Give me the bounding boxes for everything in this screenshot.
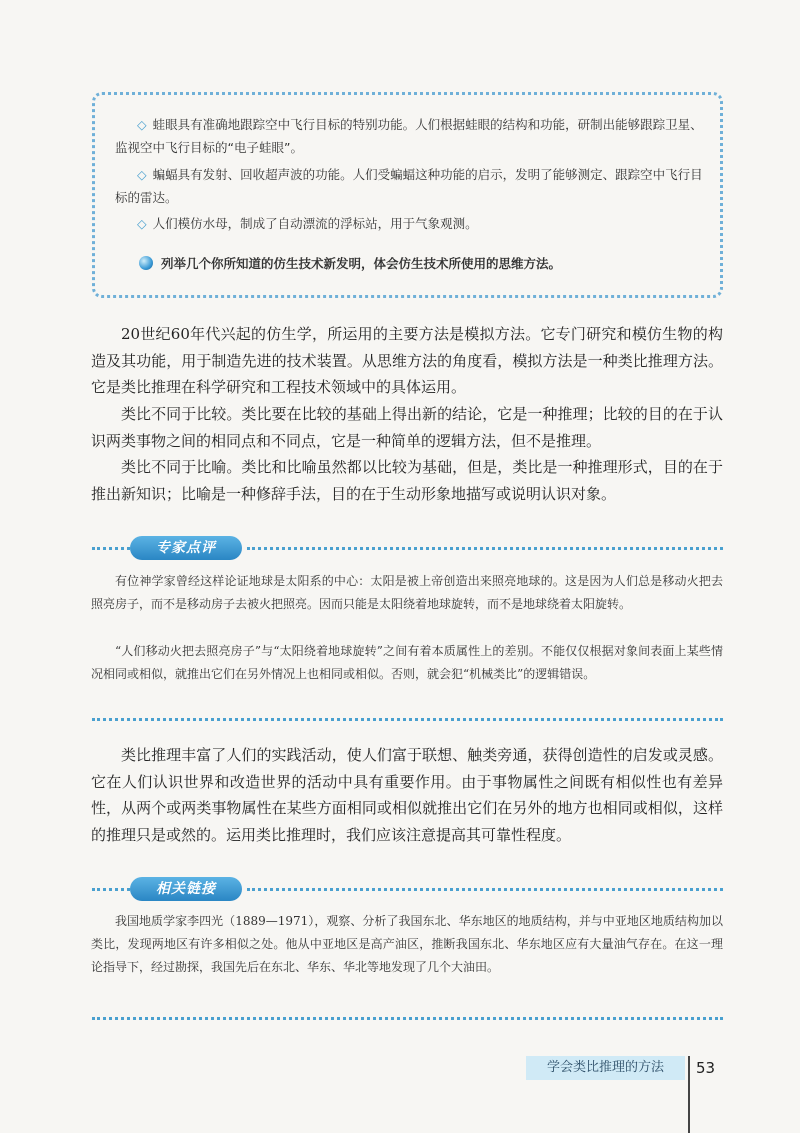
bionics-example-box [92, 92, 723, 298]
divider [92, 718, 723, 721]
box-item: ◇ 人们模仿水母，制成了自动漂流的浮标站，用于气象观测。 [137, 216, 478, 231]
divider [247, 888, 723, 891]
related-link-paragraph: 我国地质学家李四光（1889—1971），观察、分析了我国东北、华东地区的地质结构，并与中亚地区地质结构加以类比，发现两地区有许多相似之处。他从中亚地区是高产油区，推断我国东北、华东地区应有大量油气存在。在这一理论指导下，经过勘探，我国先后在东北、华东、华北等地发现了几个大油田。 [91, 914, 723, 974]
chapter-footer-label: 学会类比推理的方法 [526, 1056, 685, 1080]
section-title: 专家点评 [130, 536, 242, 560]
section-title: 相关链接 [130, 877, 242, 901]
box-item: ◇ 蛙眼具有准确地跟踪空中飞行目标的特别功能。人们根据蛙眼的结构和功能，研制出能够跟踪卫星、监视空中飞行目标的“电子蛙眼”。 [115, 117, 703, 155]
expert-paragraph: “人们移动火把去照亮房子”与“太阳绕着地球旋转”之间有着本质属性上的差别。不能仅仅根据对象间表面上某些情况相同或相似，就推出它们在另外情况上也相同或相似。否则，就会犯“机械类比”的逻辑错误。 [91, 644, 723, 681]
expert-comment-header [92, 536, 723, 560]
body-paragraph: 类比不同于比较。类比要在比较的基础上得出新的结论，它是一种推理；比较的目的在于认识两类事物之间的相同点和不同点，它是一种简单的逻辑方法，但不是推理。 [91, 405, 723, 450]
box-item: ◇ 蝙蝠具有发射、回收超声波的功能。人们受蝙蝠这种功能的启示，发明了能够测定、跟踪空中飞行目标的雷达。 [115, 167, 703, 205]
body-paragraph: 类比不同于比喻。类比和比喻虽然都以比较为基础，但是，类比是一种推理形式，目的在于推出新知识；比喻是一种修辞手法，目的在于生动形象地描写或说明认识对象。 [91, 458, 723, 503]
diamond-icon: ◇ [137, 216, 147, 231]
diamond-icon: ◇ [137, 167, 147, 182]
globe-bullet-icon [139, 256, 153, 270]
page-number: 53 [696, 1059, 716, 1077]
footer-divider [688, 1056, 690, 1133]
box-question: 列举几个你所知道的仿生技术新发明，体会仿生技术所使用的思维方法。 [139, 254, 711, 274]
body-paragraph: 类比推理丰富了人们的实践活动，使人们富于联想、触类旁通，获得创造性的启发或灵感。它在人们认识世界和改造世界的活动中具有重要作用。由于事物属性之间既有相似性也有差异性，从两个或两类事物属性在某些方面相同或相似就推出它们在另外的地方也相同或相似，这样的推理只是或然的。运用类比推理时，我们应该注意提高其可靠性程度。 [91, 746, 723, 844]
divider [92, 888, 130, 891]
expert-paragraph: 有位神学家曾经这样论证地球是太阳系的中心：太阳是被上帝创造出来照亮地球的。这是因为人们总是移动火把去照亮房子，而不是移动房子去被火把照亮。因而只能是太阳绕着地球旋转，而不是地球绕着太阳旋转。 [91, 574, 723, 611]
related-links-header [92, 877, 723, 901]
divider [92, 1017, 723, 1020]
divider [247, 547, 723, 550]
diamond-icon: ◇ [137, 117, 147, 132]
body-paragraph: 20世纪60年代兴起的仿生学，所运用的主要方法是模拟方法。它专门研究和模仿生物的构造及其功能，用于制造先进的技术装置。从思维方法的角度看，模拟方法是一种类比推理方法。它是类比推理在科学研究和工程技术领域中的具体运用。 [91, 325, 723, 396]
divider [92, 547, 130, 550]
